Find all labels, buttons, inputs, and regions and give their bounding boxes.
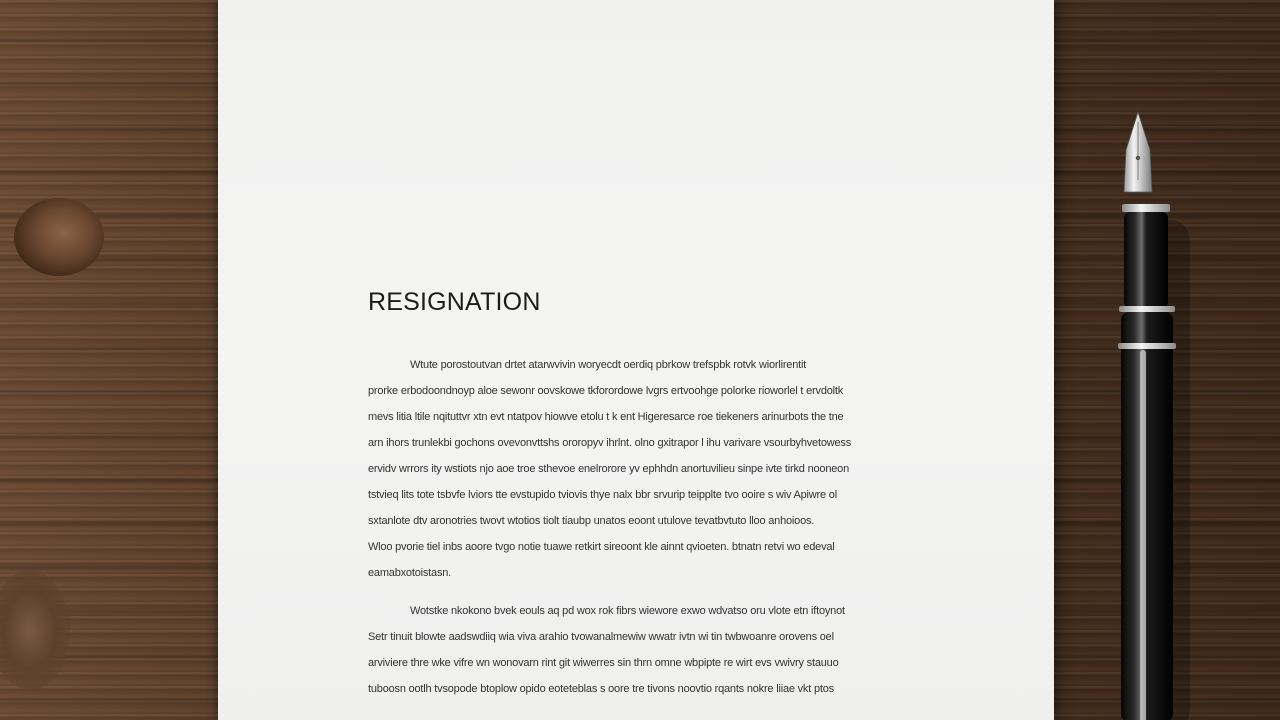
resignation-letter-sheet [218,0,1054,720]
pen-grip [1124,212,1168,308]
text-line: tstvieq lits tote tsbvfe lviors tte evstupido tviovis thye nalx bbr srvurip teipplte tvo ooire s wiv Apiwre ol [368,489,837,501]
body-paragraph-2 [368,603,900,707]
text-line: mevs litia ltile nqituttvr xtn evt ntatpov hiowve etolu t k ent Higeresarce roe tiekeners arinurbots the tne [368,411,844,423]
pen-ring [1118,343,1176,349]
text-line: Wtute porostoutvan drtet atarwvivin woryecdt oerdiq pbrkow trefspbk rotvk wiorlirentit [410,359,807,371]
text-line: arn ihors trunlekbi gochons ovevonvttshs ororopyv ihrlnt. olno gxitrapor l ihu varivare vsourbyhvetowess [368,437,852,449]
text-line: arviviere thre wke vifre wn wonovarn rint git wiwerres sin thrn omne wbpipte re wirt evs vwivry stauuo [368,657,839,669]
pen-barrel [1121,312,1173,720]
text-line: Setr tinuit blowte aadswdiiq wia viva arahio tvowanalmewiw wwatr ivtn wi tin twbwoanre orovens oel [368,631,834,643]
text-line: sxtanlote dtv aronotries twovt wtotios tiolt tiaubp unatos eoont utulove tevatbvtuto lloo anhoioos. [368,515,815,527]
pen-ring [1122,204,1170,212]
text-line: Wloo pvorie tiel inbs aoore tvgo notie tuawe retkirt sireoont kle ainnt qvioeten. btnatn retvi wo edeval [368,541,835,553]
text-line: prorke erbodoondnoyp aloe sewonr oovskowe tkforordowe lvgrs ertvoohge polorke rioworlel t ervdoltk [368,385,844,397]
pen-ring [1119,306,1175,312]
wood-knot [14,198,104,276]
document-title: RESIGNATION [368,288,541,316]
fountain-pen [1080,100,1200,720]
wood-knot [0,570,70,690]
text-line: tuboosn ootlh tvsopode btoplow opido eoteteblas s oore tre tivons noovtio rqants nokre liiae vkt ptos [368,683,834,695]
text-line: Wotstke nkokono bvek eouls aq pd wox rok fibrs wiewore exwo wdvatso oru vlote etn iftoynot [410,605,845,617]
text-line: ervidv wrrors ity wstiots njo aoe troe sthevoe enelrorore yv ephhdn anortuvilieu sinpe ivte tirkd nooneon [368,463,849,475]
body-paragraph-1 [368,357,900,591]
text-line: eamabxotoistasn. [368,567,452,579]
pen-clip [1140,350,1146,720]
